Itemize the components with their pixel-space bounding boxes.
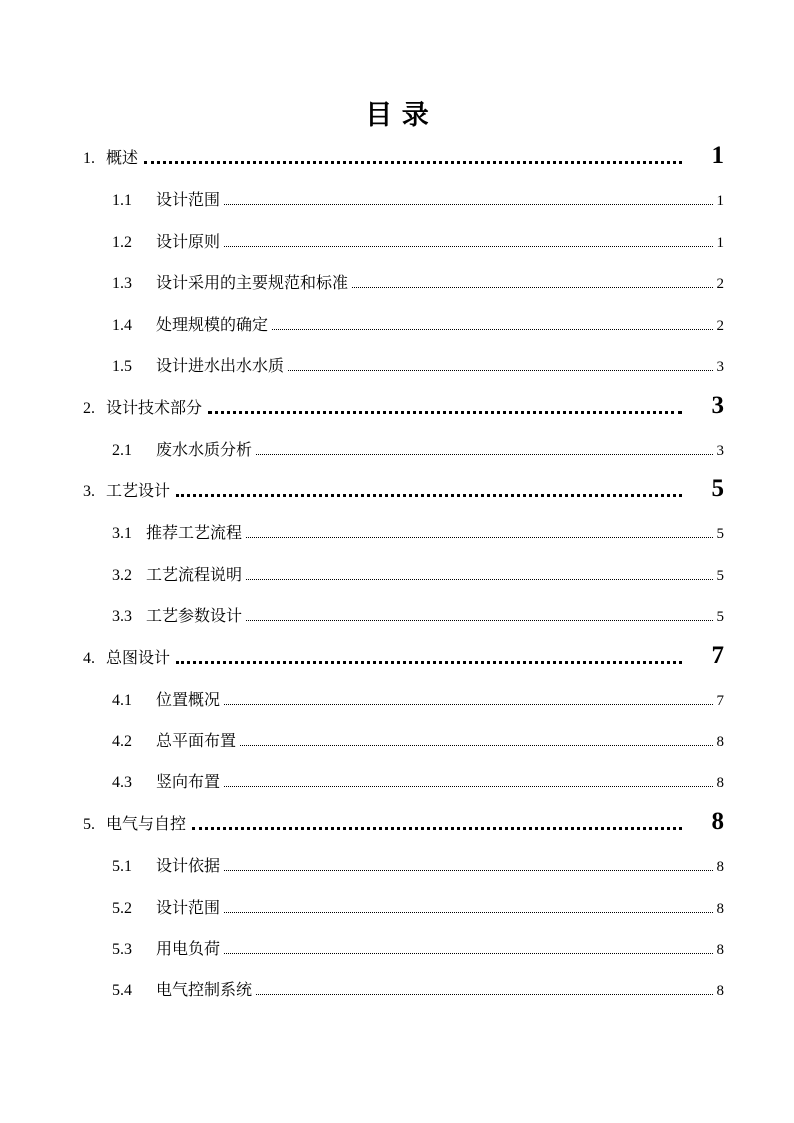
toc-entry-label: 总图设计 — [106, 648, 171, 667]
toc-entry-page-number: 3 — [711, 392, 724, 419]
toc-entry-page-number: 8 — [716, 734, 724, 750]
toc-entry-page-number: 8 — [716, 942, 724, 958]
toc-entry-page-number: 8 — [716, 901, 724, 917]
toc-entry-page-number: 5 — [716, 568, 724, 584]
toc-section-entry[interactable] — [112, 768, 724, 792]
toc-entry-label: 竖向布置 — [156, 772, 221, 791]
dot-leader — [224, 870, 712, 871]
toc-section-entry[interactable] — [112, 894, 724, 918]
toc-entry-number: 3. — [83, 483, 95, 500]
toc-entry-number: 5.2 — [112, 900, 132, 917]
toc-entry-number: 5.1 — [112, 858, 132, 875]
toc-entry-number: 2. — [83, 400, 95, 417]
toc-entry-number: 2.1 — [112, 442, 132, 459]
toc-entry-number: 4.2 — [112, 733, 132, 750]
toc-entry-label: 废水水质分析 — [156, 440, 253, 459]
dot-leader — [144, 161, 681, 164]
dot-leader — [176, 494, 681, 497]
toc-entry-page-number: 8 — [716, 859, 724, 875]
toc-entry-label: 总平面布置 — [156, 731, 237, 750]
toc-entry-label: 概述 — [106, 148, 139, 167]
dot-leader — [224, 786, 712, 787]
toc-entry-label: 工艺流程说明 — [146, 565, 243, 584]
toc-entry-number: 4.3 — [112, 774, 132, 791]
toc-entry-number: 3.2 — [112, 567, 132, 584]
toc-entry-number: 1.1 — [112, 192, 132, 209]
toc-entry-page-number: 5 — [716, 609, 724, 625]
toc-section-entry[interactable] — [112, 436, 724, 460]
toc-section-entry[interactable] — [112, 686, 724, 710]
toc-entry-number: 5. — [83, 816, 95, 833]
toc-entry-number: 4. — [83, 650, 95, 667]
toc-entry-number: 5.3 — [112, 941, 132, 958]
dot-leader — [224, 204, 712, 205]
toc-entry-number: 1.3 — [112, 275, 132, 292]
toc-section-entry[interactable] — [112, 519, 724, 543]
toc-entry-label: 设计范围 — [156, 190, 221, 209]
toc-entry-label: 位置概况 — [156, 690, 221, 709]
dot-leader — [176, 661, 681, 664]
toc-section-entry[interactable] — [112, 852, 724, 876]
toc-section-entry[interactable] — [112, 269, 724, 293]
toc-entry-label: 处理规模的确定 — [156, 315, 269, 334]
toc-entry-label: 电气与自控 — [106, 814, 187, 833]
toc-section-entry[interactable] — [112, 727, 724, 751]
toc-entry-number: 3.3 — [112, 608, 132, 625]
toc-entry-label: 设计依据 — [156, 856, 221, 875]
dot-leader — [256, 994, 712, 995]
dot-leader — [352, 287, 712, 288]
toc-entry-page-number: 1 — [711, 142, 724, 169]
toc-entry-page-number: 7 — [716, 693, 724, 709]
dot-leader — [224, 912, 712, 913]
toc-entry-page-number: 3 — [716, 443, 724, 459]
toc-chapter-entry[interactable] — [83, 390, 724, 420]
dot-leader — [192, 827, 681, 830]
toc-entry-label: 工艺设计 — [106, 481, 171, 500]
toc-entry-page-number: 8 — [711, 808, 724, 835]
toc-entry-label: 设计采用的主要规范和标准 — [156, 273, 349, 292]
dot-leader — [224, 704, 712, 705]
dot-leader — [240, 745, 712, 746]
toc-entry-label: 推荐工艺流程 — [146, 523, 243, 542]
toc-entry-label: 用电负荷 — [156, 939, 221, 958]
dot-leader — [288, 370, 712, 371]
toc-entry-number: 3.1 — [112, 525, 132, 542]
toc-entry-page-number: 5 — [716, 526, 724, 542]
toc-entry-label: 工艺参数设计 — [146, 606, 243, 625]
toc-entry-label: 设计原则 — [156, 232, 221, 251]
toc-entry-page-number: 2 — [716, 276, 724, 292]
toc-entry-number: 4.1 — [112, 692, 132, 709]
toc-entry-label: 设计进水出水水质 — [156, 356, 285, 375]
toc-entry-page-number: 1 — [716, 193, 724, 209]
dot-leader — [208, 411, 681, 414]
dot-leader — [246, 579, 712, 580]
toc-section-entry[interactable] — [112, 935, 724, 959]
dot-leader — [224, 953, 712, 954]
toc-chapter-entry[interactable] — [83, 473, 724, 503]
toc-section-entry[interactable] — [112, 976, 724, 1000]
toc-entry-page-number: 1 — [716, 235, 724, 251]
toc-entry-label: 设计范围 — [156, 898, 221, 917]
toc-section-entry[interactable] — [112, 352, 724, 376]
toc-entry-number: 1. — [83, 150, 95, 167]
dot-leader — [256, 454, 712, 455]
toc-chapter-entry[interactable] — [83, 806, 724, 836]
toc-entry-page-number: 8 — [716, 983, 724, 999]
toc-section-entry[interactable] — [112, 311, 724, 335]
toc-entry-label: 设计技术部分 — [106, 398, 203, 417]
toc-chapter-entry[interactable] — [83, 640, 724, 670]
toc-section-entry[interactable] — [112, 228, 724, 252]
toc-entry-page-number: 3 — [716, 359, 724, 375]
toc-section-entry[interactable] — [112, 561, 724, 585]
toc-entry-page-number: 5 — [711, 475, 724, 502]
toc-section-entry[interactable] — [112, 186, 724, 210]
dot-leader — [272, 329, 712, 330]
toc-entry-page-number: 8 — [716, 775, 724, 791]
toc-entry-label: 电气控制系统 — [156, 980, 253, 999]
toc-chapter-entry[interactable] — [83, 140, 724, 170]
toc-entry-number: 5.4 — [112, 982, 132, 999]
toc-entry-number: 1.2 — [112, 234, 132, 251]
page-title: 目 录 — [365, 100, 429, 131]
toc-entry-page-number: 2 — [716, 318, 724, 334]
dot-leader — [246, 537, 712, 538]
toc-entry-number: 1.4 — [112, 317, 132, 334]
dot-leader — [246, 620, 712, 621]
toc-section-entry[interactable] — [112, 602, 724, 626]
dot-leader — [224, 246, 712, 247]
toc-entry-page-number: 7 — [711, 642, 724, 669]
toc-entry-number: 1.5 — [112, 358, 132, 375]
